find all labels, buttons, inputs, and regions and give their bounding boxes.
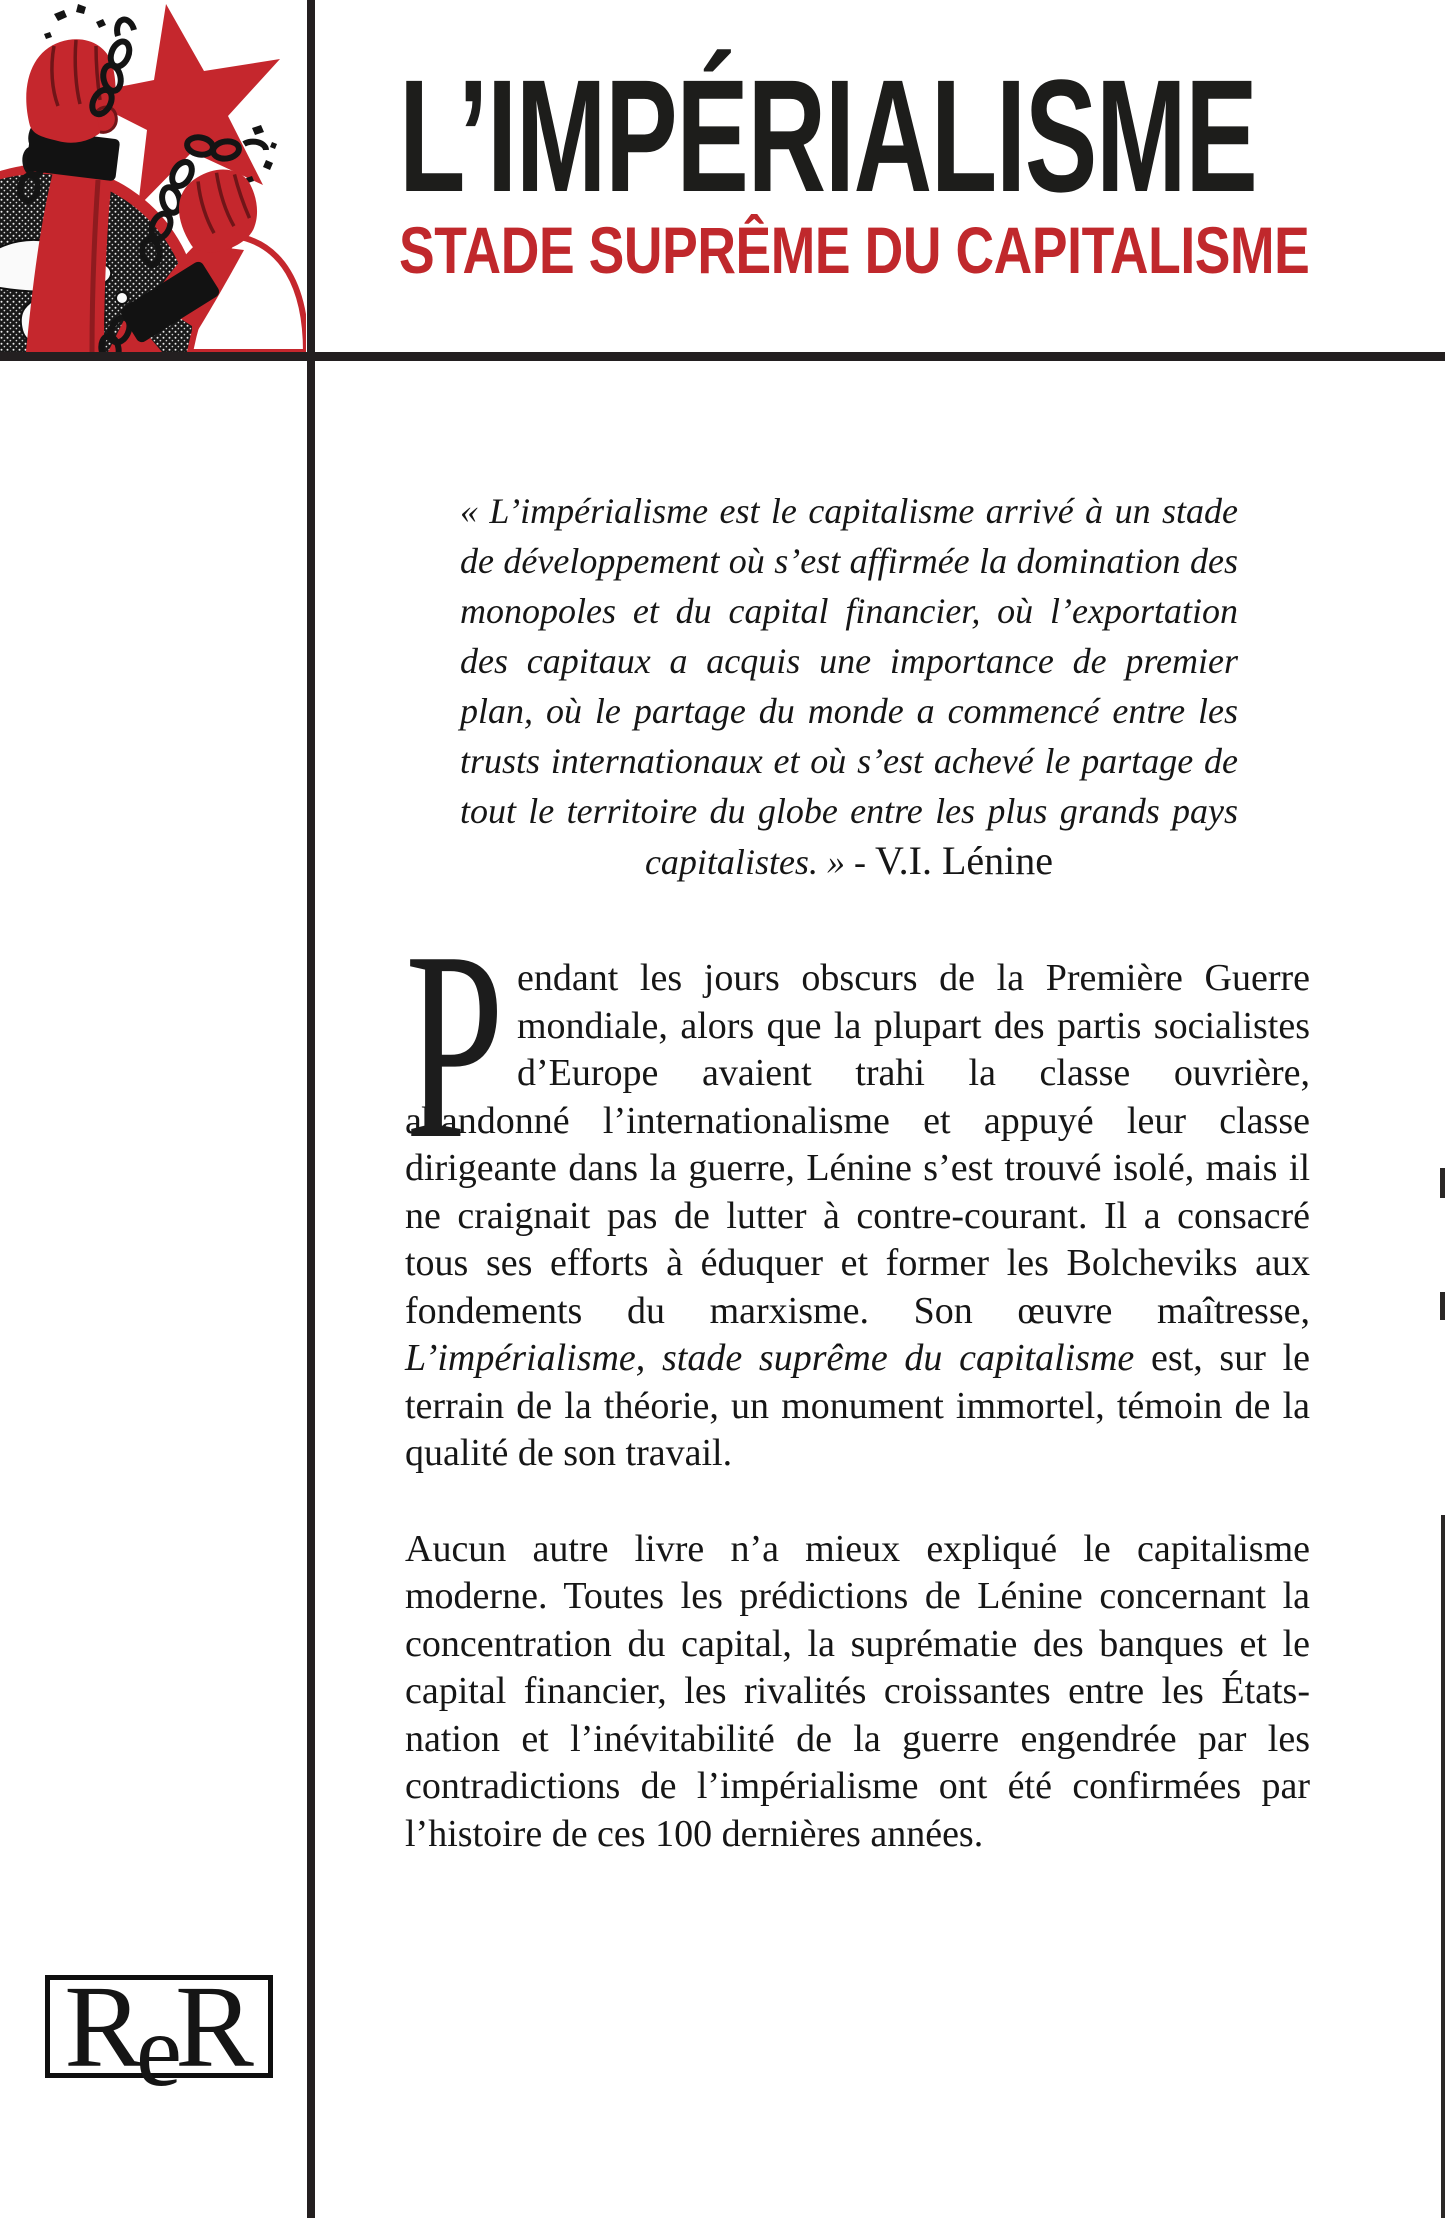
paragraph-1-text-end: est, sur le terrain de la théorie, un monument immortel, témoin de la qualité de son travail. bbox=[405, 1337, 1310, 1474]
lenin-quote bbox=[460, 486, 1238, 887]
publisher-logo-letter: R bbox=[175, 1961, 254, 2092]
page-edge-mark bbox=[1441, 1515, 1445, 2218]
vertical-divider bbox=[307, 0, 315, 2218]
page-edge-mark bbox=[1440, 1292, 1445, 1320]
quote-text: « L’impérialisme est le capitalisme arrivé à un stade de développement où s’est affirmée la domination des monopoles et du capital financier, où l’exportation des capitaux a acquis une importance de premier plan, où le partage du monde a commencé entre les trusts internationaux et où s’est achevé le partage de tout le territoire du globe entre les plus grands pays capitalistes. » - bbox=[460, 491, 1238, 882]
dropcap: P bbox=[405, 896, 505, 1195]
book-title: L’IMPÉRIALISME bbox=[399, 46, 1257, 225]
publisher-logo bbox=[45, 1961, 273, 2108]
quote-attribution: V.I. Lénine bbox=[874, 838, 1054, 883]
paragraph-1 bbox=[405, 896, 1310, 1478]
back-cover-text bbox=[405, 896, 1310, 1858]
inline-book-title: L’impérialisme, stade suprême du capitalisme bbox=[405, 1337, 1135, 1379]
horizontal-divider bbox=[0, 352, 1445, 361]
publisher-logo-letter: e bbox=[135, 1993, 183, 2108]
book-subtitle: STADE SUPRÊME DU CAPITALISME bbox=[399, 213, 1310, 287]
paragraph-1-text: endant les jours obscurs de la Première Guerre mondiale, alors que la plupart des partis socialistes d’Europe avaient trahi la classe ouvrière, abandonné l’internationalisme et appuyé leur classe dirigeante dans la guerre, Lénine s’est trouvé isolé, mais il ne craignait pas de lutter à contre-courant. Il a consacré tous ses efforts à éduquer et former les Bolcheviks aux fondements du marxisme. Son œuvre maîtresse, bbox=[405, 957, 1310, 1332]
paragraph-2: Aucun autre livre n’a mieux expliqué le capitalisme moderne. Toutes les prédictions de Lénine concernant la concentration du capital, la suprématie des banques et le capital financier, les rivalités croissantes entre les États-nation et l’inévitabilité de la guerre engendrée par les contradictions de l’impérialisme ont été confirmées par l’histoire de ces 100 dernières années. bbox=[405, 1527, 1310, 1855]
cover-artwork bbox=[0, 0, 306, 352]
page-edge-mark bbox=[1440, 1168, 1445, 1198]
publisher-logo-letter: R bbox=[64, 1961, 143, 2092]
